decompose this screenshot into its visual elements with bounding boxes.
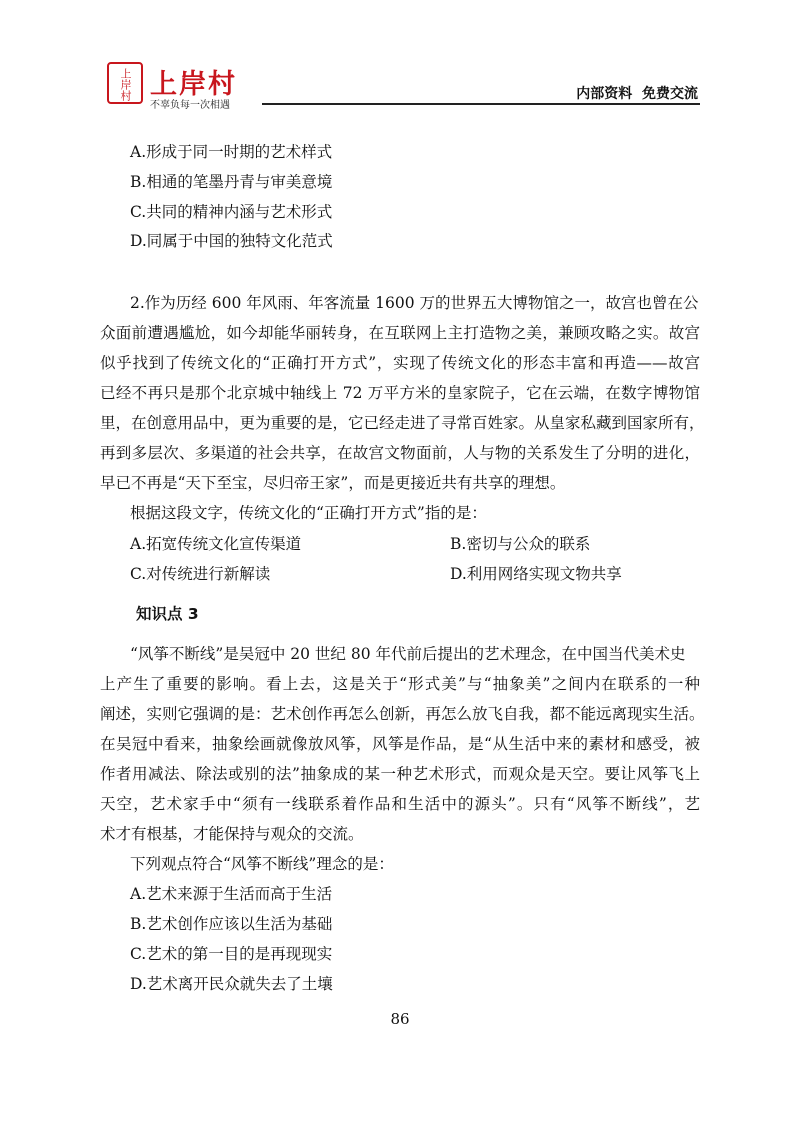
q3-option-b: B.艺术创作应该以生活为基础 — [130, 915, 333, 933]
q3-passage-line: 上产生了重要的影响。看上去，这是关于“形式美”与“抽象美”之间内在联系的一种 — [100, 675, 700, 693]
q3-passage-line: 作者用减法、除法或别的法”抽象成的某一种艺术形式，而观众是天空。要让风筝飞上 — [100, 765, 700, 783]
page-number: 86 — [390, 1010, 410, 1028]
q1-option-c: C.共同的精神内涵与艺术形式 — [130, 203, 333, 221]
q2-passage-line: 早已不再是“天下至宝，尽归帝王家”，而是更接近共有共享的理想。 — [100, 474, 566, 492]
q3-passage-line: 阐述，实则它强调的是：艺术创作再怎么创新，再怎么放飞自我，都不能远离现实生活。 — [100, 705, 705, 723]
q2-passage-line: 众面前遭遇尴尬，如今却能华丽转身，在互联网上主打造物之美，兼顾攻略之实。故宫 — [100, 324, 700, 342]
q2-passage-line: 似乎找到了传统文化的“正确打开方式”，实现了传统文化的形态丰富和再造——故宫 — [100, 354, 700, 372]
q3-passage-line: “风筝不断线”是吴冠中 20 世纪 80 年代前后提出的艺术理念，在中国当代美术史 — [130, 645, 686, 663]
q3-passage-line: 在吴冠中看来，抽象绘画就像放风筝，风筝是作品，是“从生活中来的素材和感受，被 — [100, 735, 700, 753]
header-divider — [262, 103, 700, 105]
logo-seal-icon — [107, 62, 143, 104]
brand-slogan: 不辜负每一次相遇 — [150, 100, 230, 111]
page-header — [0, 0, 800, 120]
q2-passage-line: 再到多层次、多渠道的社会共享，在故宫文物面前，人与物的关系发生了分明的进化， — [100, 444, 700, 462]
q3-question: 下列观点符合“风筝不断线”理念的是： — [130, 855, 394, 873]
q3-passage-line: 天空，艺术家手中“须有一线联系着作品和生活中的源头”。只有“风筝不断线”，艺 — [100, 795, 700, 813]
seal-glyphs: 上岸村 — [119, 67, 132, 101]
q1-option-d: D.同属于中国的独特文化范式 — [130, 232, 333, 250]
q2-option-b: B.密切与公众的联系 — [450, 535, 591, 553]
q2-option-d: D.利用网络实现文物共享 — [450, 565, 622, 583]
q2-option-a: A.拓宽传统文化宣传渠道 — [130, 535, 302, 553]
brand-name: 上岸村 — [150, 69, 237, 100]
q2-question: 根据这段文字，传统文化的“正确打开方式”指的是： — [130, 504, 487, 522]
q2-passage-line: 里，在创意用品中，更为重要的是，它已经走进了寻常百姓家。从皇家私藏到国家所有， — [100, 414, 705, 432]
q3-option-c: C.艺术的第一目的是再现现实 — [130, 945, 333, 963]
q2-passage-line: 2.作为历经 600 年风雨、年客流量 1600 万的世界五大博物馆之一，故宫也曾在公 — [130, 294, 699, 312]
q3-passage-line: 术才有根基，才能保持与观众的交流。 — [100, 825, 364, 843]
q2-option-c: C.对传统进行新解读 — [130, 565, 271, 583]
q3-option-d: D.艺术离开民众就失去了土壤 — [130, 975, 333, 993]
q3-option-a: A.艺术来源于生活而高于生活 — [130, 885, 333, 903]
section-heading: 知识点 3 — [136, 605, 199, 623]
q1-option-a: A.形成于同一时期的艺术样式 — [130, 143, 333, 161]
q2-passage-line: 已经不再只是那个北京城中轴线上 72 万平方米的皇家院子，它在云端，在数字博物馆 — [100, 384, 700, 402]
q1-option-b: B.相通的笔墨丹青与审美意境 — [130, 173, 333, 191]
header-label: 内部资料 免费交流 — [576, 86, 698, 102]
